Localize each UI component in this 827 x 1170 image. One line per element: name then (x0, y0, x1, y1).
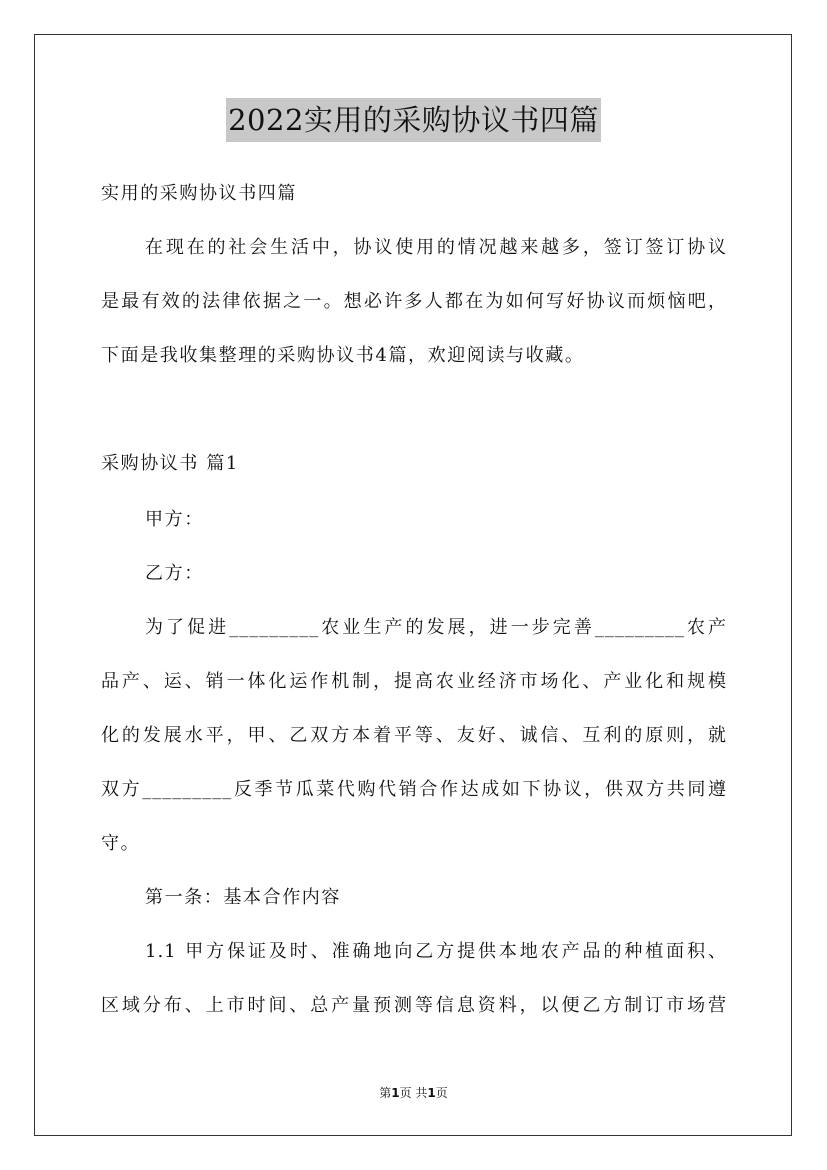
paragraph1-line-5: 守。 (101, 833, 141, 854)
section-heading: 采购协议书 篇1 (101, 453, 239, 474)
document-subtitle: 实用的采购协议书四篇 (101, 183, 297, 204)
party-a-label: 甲方： (145, 509, 204, 530)
paragraph1-line-1: 为了促进_________农业生产的发展，进一步完善_________农产 (145, 617, 727, 638)
article1-item-line-2: 区域分布、上市时间、总产量预测等信息资料，以便乙方制订市场营 (101, 995, 727, 1016)
intro-line-2: 是最有效的法律依据之一。想必许多人都在为如何写好协议而烦恼吧， (101, 291, 727, 312)
article1-heading: 第一条：基本合作内容 (145, 887, 341, 908)
footer-page-prefix: 第 (379, 1086, 392, 1100)
footer-page-total: 1 (427, 1086, 436, 1100)
article1-item-line-1: 1.1 甲方保证及时、准确地向乙方提供本地农产品的种植面积、 (145, 941, 727, 962)
paragraph1-line-2: 品产、运、销一体化运作机制，提高农业经济市场化、产业化和规模 (101, 671, 727, 692)
paragraph1-line-4: 双方_________反季节瓜菜代购代销合作达成如下协议，供双方共同遵 (101, 779, 727, 800)
intro-line-1: 在现在的社会生活中，协议使用的情况越来越多，签订签订协议 (145, 237, 727, 258)
party-b-label: 乙方： (145, 563, 204, 584)
document-title: 2022实用的采购协议书四篇 (226, 98, 601, 142)
footer-page-current: 1 (391, 1086, 400, 1100)
footer-page-suffix: 页 (435, 1086, 448, 1100)
paragraph1-line-3: 化的发展水平，甲、乙双方本着平等、友好、诚信、互利的原则，就 (101, 725, 727, 746)
page-footer (0, 1084, 827, 1102)
footer-page-mid: 页 共 (399, 1086, 428, 1100)
title-container (0, 98, 827, 142)
intro-line-3: 下面是我收集整理的采购协议书4篇，欢迎阅读与收藏。 (101, 345, 585, 366)
